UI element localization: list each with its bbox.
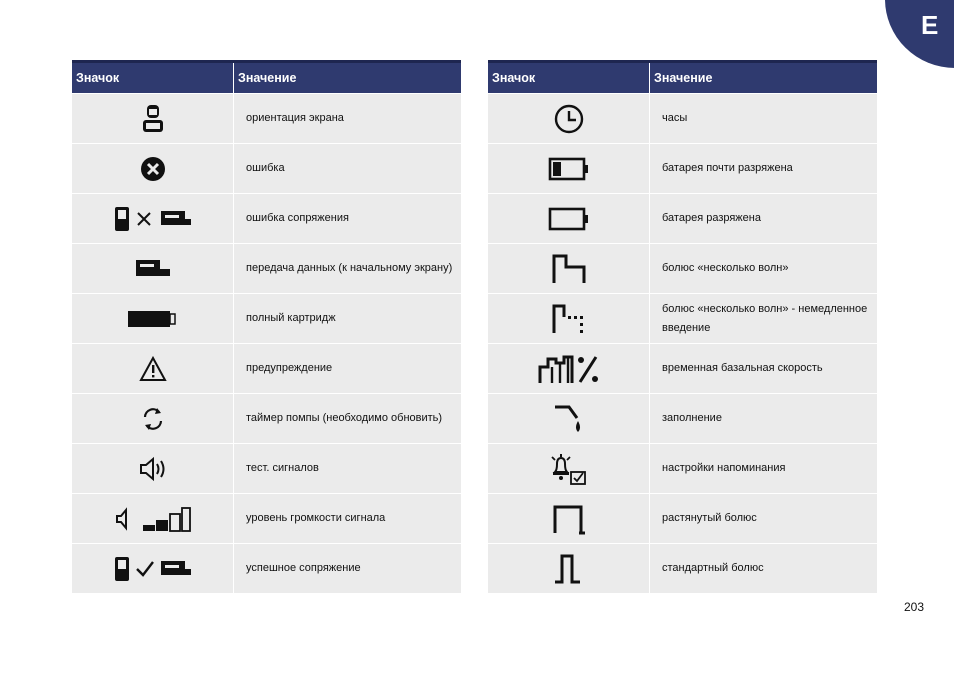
table-row (72, 243, 461, 293)
row-text: ориентация экрана (246, 112, 344, 124)
person-icon (140, 104, 166, 134)
header-icon-column: Значок (72, 63, 234, 93)
refresh-arrows-icon (139, 405, 167, 433)
row-text: временная базальная скорость (662, 362, 823, 374)
table-row (488, 143, 877, 193)
icon-table-left (72, 60, 461, 593)
row-text: заполнение (662, 412, 722, 424)
table-row (488, 243, 877, 293)
fill-icon (551, 402, 587, 436)
table-row (72, 493, 461, 543)
pump-icon (135, 258, 171, 280)
clock-icon (553, 103, 585, 135)
row-text: часы (662, 112, 688, 124)
multiwave-immediate-icon (550, 303, 588, 335)
page-number: 203 (904, 600, 925, 614)
multiwave-bolus-icon (550, 253, 588, 285)
row-text: болюс «несколько волн» - немедленное введение (662, 302, 868, 334)
table-row (72, 543, 461, 593)
battery-empty-icon (548, 206, 590, 232)
table-row (72, 143, 461, 193)
table-row (72, 443, 461, 493)
table-row (488, 293, 877, 343)
table-row (72, 393, 461, 443)
row-text: болюс «несколько волн» (662, 262, 789, 274)
battery-low-icon (548, 156, 590, 182)
row-text: батарея разряжена (662, 212, 761, 224)
table-row (488, 93, 877, 143)
section-tab-label: E (921, 10, 939, 40)
table-row (488, 343, 877, 393)
table-row (72, 93, 461, 143)
table-row (488, 393, 877, 443)
row-text: успешное сопряжение (246, 562, 361, 574)
row-text: тест. сигналов (246, 462, 319, 474)
row-text: стандартный болюс (662, 562, 764, 574)
table-row (488, 493, 877, 543)
volume-bars-icon (113, 505, 193, 533)
row-text: настройки напоминания (662, 462, 786, 474)
row-text: предупреждение (246, 362, 333, 374)
icon-table-right (488, 60, 877, 593)
temp-basal-icon (538, 353, 600, 385)
header-meaning-column: Значение (654, 71, 713, 85)
row-text: таймер помпы (необходимо обновить) (246, 412, 443, 424)
table-row (72, 193, 461, 243)
warning-triangle-icon (139, 356, 167, 382)
row-text: ошибка сопряжения (246, 212, 349, 224)
table-row (72, 343, 461, 393)
full-cartridge-icon (127, 309, 179, 329)
table-header (72, 60, 461, 93)
standard-bolus-icon (552, 553, 586, 585)
extended-bolus-icon (551, 503, 587, 535)
table-row (488, 443, 877, 493)
row-text: батарея почти разряжена (662, 162, 793, 174)
header-meaning-column: Значение (238, 71, 297, 85)
row-text: передача данных (к начальному экрану) (246, 262, 453, 274)
row-text: уровень громкости сигнала (246, 512, 386, 524)
section-tab (885, 0, 954, 68)
header-icon-column: Значок (488, 63, 650, 93)
pairing-success-icon (113, 555, 193, 583)
row-text: растянутый болюс (662, 512, 757, 524)
table-row (488, 543, 877, 593)
pairing-error-icon (113, 205, 193, 233)
speaker-icon (138, 455, 168, 483)
table-row (72, 293, 461, 343)
row-text: полный картридж (246, 312, 336, 324)
reminder-settings-icon (549, 452, 589, 486)
row-text: ошибка (246, 162, 285, 174)
error-circle-icon (139, 155, 167, 183)
table-header (488, 60, 877, 93)
table-row (488, 193, 877, 243)
